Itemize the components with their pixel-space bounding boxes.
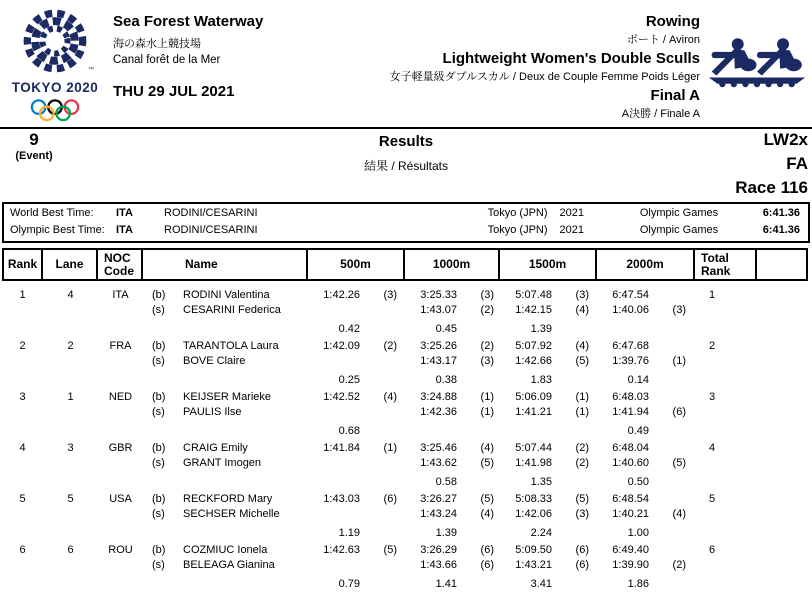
- bow-line: [152, 441, 308, 456]
- split-rank: (5): [575, 493, 589, 505]
- stroke-line: [152, 558, 308, 573]
- crew-cell: [143, 390, 308, 439]
- split-rank: (6): [480, 544, 494, 556]
- split-time: 5:07.92: [515, 340, 552, 352]
- venue-name: Sea Forest Waterway: [113, 13, 264, 30]
- split-500m-cell: [308, 492, 405, 541]
- phase-name-translated: A決勝 / Finale A: [621, 108, 700, 120]
- split-2000m-cell: [597, 288, 695, 337]
- split-diff: 1.41: [435, 578, 457, 590]
- venue-block: [113, 13, 263, 100]
- stroke-line: [152, 456, 308, 471]
- bow-name: TARANTOLA Laura: [183, 340, 279, 352]
- lap-time: 1:41.98: [515, 457, 552, 469]
- lap-time: 1:40.06: [612, 304, 649, 316]
- sport-name: Rowing: [645, 13, 700, 30]
- split-500m-cell: [308, 390, 405, 439]
- crew-cell: [143, 492, 308, 541]
- bow-name: COZMIUC Ionela: [183, 544, 268, 556]
- split-diff: 2.24: [530, 527, 552, 539]
- crew-cell: [143, 288, 308, 337]
- lap-time: 1:42.36: [420, 406, 457, 418]
- session-date: THU 29 JUL 2021: [113, 83, 235, 100]
- split-time: 5:09.50: [515, 544, 552, 556]
- stroke-seat-label: (s): [152, 355, 165, 367]
- event-name: Lightweight Women's Double Sculls: [442, 50, 700, 67]
- boat-class-code: LW2x: [763, 130, 808, 149]
- empty-cell: [757, 390, 808, 439]
- split-time: 6:49.40: [612, 544, 649, 556]
- lap-time: 1:43.07: [420, 304, 457, 316]
- sport-name-translated: ボート / Aviron: [626, 34, 700, 46]
- split-time: 3:26.27: [420, 493, 457, 505]
- split-rank: (4): [575, 340, 589, 352]
- split-diff: 1.39: [530, 323, 552, 335]
- stroke-line: [152, 507, 308, 522]
- venue-name-french: Canal forêt de la Mer: [113, 54, 221, 66]
- split-time: 3:26.29: [420, 544, 457, 556]
- split-diff: 0.38: [435, 374, 457, 386]
- noc-cell: GBR: [108, 442, 133, 454]
- best-time-value: 6:41.36: [762, 207, 800, 219]
- split-rank: (3): [383, 289, 397, 301]
- rowing-pictogram-icon: [708, 36, 806, 90]
- split-1500m-cell: [500, 492, 597, 541]
- split-time: 5:07.48: [515, 289, 552, 301]
- lap-time: 1:42.66: [515, 355, 552, 367]
- event-block: [390, 13, 700, 121]
- split-2000m-cell: [597, 441, 695, 490]
- lap-rank: (6): [480, 559, 494, 571]
- lap-time: 1:40.21: [612, 508, 649, 520]
- split-diff: 1.00: [627, 527, 649, 539]
- split-time: 1:42.52: [323, 391, 360, 403]
- lap-rank: (1): [672, 355, 686, 367]
- stroke-name: GRANT Imogen: [183, 457, 262, 469]
- split-diff: 0.68: [338, 425, 360, 437]
- stroke-line: [152, 354, 308, 369]
- split-rank: (5): [383, 544, 397, 556]
- split-rank: (1): [383, 442, 397, 454]
- col-header-2000m: 2000m: [597, 248, 695, 281]
- split-diff: 0.49: [627, 425, 649, 437]
- col-header-noc-line1: NOC: [104, 251, 131, 265]
- tokyo2020-wordmark: TOKYO 2020: [11, 80, 99, 95]
- split-time: 5:06.09: [515, 391, 552, 403]
- stroke-name: BELEAGA Gianina: [183, 559, 275, 571]
- lap-rank: (3): [672, 304, 686, 316]
- col-header-noc-code: [98, 248, 143, 281]
- stroke-name: PAULIS Ilse: [183, 406, 242, 418]
- lane-cell: 4: [67, 289, 74, 301]
- total-rank-cell: 4: [709, 442, 716, 454]
- lap-rank: (5): [480, 457, 494, 469]
- bow-line: [152, 543, 308, 558]
- header-divider: [0, 127, 812, 129]
- bow-line: [152, 492, 308, 507]
- stroke-line: [152, 405, 308, 420]
- tokyo2020-emblem-icon: [22, 8, 88, 74]
- rank-cell: 5: [19, 493, 26, 505]
- best-time-competition: Olympic Games: [639, 224, 719, 236]
- bow-seat-label: (b): [152, 391, 166, 403]
- best-time-label: World Best Time:: [10, 207, 94, 219]
- stroke-seat-label: (s): [152, 457, 165, 469]
- split-diff: 1.86: [627, 578, 649, 590]
- split-2000m-cell: [597, 390, 695, 439]
- lap-time: 1:41.94: [612, 406, 649, 418]
- stroke-name: CESARINI Federica: [183, 304, 281, 316]
- rank-cell: 4: [19, 442, 26, 454]
- bow-name: KEIJSER Marieke: [183, 391, 272, 403]
- stroke-seat-label: (s): [152, 508, 165, 520]
- lap-time: 1:41.21: [515, 406, 552, 418]
- bow-name: RODINI Valentina: [183, 289, 270, 301]
- col-header-rank: Rank: [2, 248, 43, 281]
- stroke-seat-label: (s): [152, 406, 165, 418]
- olympic-best-time-row: [10, 222, 800, 239]
- result-row: [2, 543, 808, 592]
- best-time-competition: Olympic Games: [639, 207, 719, 219]
- best-time-value: 6:41.36: [762, 224, 800, 236]
- lap-time: 1:40.60: [612, 457, 649, 469]
- split-diff: 0.58: [435, 476, 457, 488]
- col-header-empty: [757, 248, 808, 281]
- bow-seat-label: (b): [152, 544, 166, 556]
- split-diff: 0.42: [338, 323, 360, 335]
- result-row: [2, 339, 808, 388]
- rank-cell: 1: [19, 289, 26, 301]
- lap-time: 1:43.66: [420, 559, 457, 571]
- result-row: [2, 492, 808, 541]
- empty-cell: [757, 441, 808, 490]
- split-rank: (6): [383, 493, 397, 505]
- split-1000m-cell: [405, 543, 500, 592]
- document-title-translated: 結果 / Résultats: [363, 159, 449, 173]
- rank-cell: 6: [19, 544, 26, 556]
- split-time: 3:25.26: [420, 340, 457, 352]
- best-time-noc: ITA: [116, 224, 133, 236]
- bow-seat-label: (b): [152, 289, 166, 301]
- split-time: 1:42.09: [323, 340, 360, 352]
- stroke-line: [152, 303, 308, 318]
- split-time: 6:48.04: [612, 442, 649, 454]
- split-rank: (1): [575, 391, 589, 403]
- lap-time: 1:39.76: [612, 355, 649, 367]
- world-best-time-row: [10, 205, 800, 222]
- race-id-block: [735, 128, 808, 200]
- noc-cell: ROU: [108, 544, 133, 556]
- lap-rank: (2): [480, 304, 494, 316]
- split-1000m-cell: [405, 492, 500, 541]
- split-time: 1:42.26: [323, 289, 360, 301]
- col-header-total-rank: [695, 248, 757, 281]
- bow-line: [152, 339, 308, 354]
- best-time-year: 2021: [559, 207, 584, 219]
- lane-cell: 1: [67, 391, 74, 403]
- empty-cell: [757, 288, 808, 337]
- bow-seat-label: (b): [152, 442, 166, 454]
- total-rank-cell: 2: [709, 340, 716, 352]
- split-rank: (1): [480, 391, 494, 403]
- split-time: 5:08.33: [515, 493, 552, 505]
- split-1500m-cell: [500, 441, 597, 490]
- col-header-noc-line2: Code: [104, 263, 134, 278]
- split-1000m-cell: [405, 441, 500, 490]
- rank-cell: 3: [19, 391, 26, 403]
- split-time: 6:47.68: [612, 340, 649, 352]
- split-time: 6:47.54: [612, 289, 649, 301]
- split-rank: (2): [383, 340, 397, 352]
- split-time: 5:07.44: [515, 442, 552, 454]
- split-time: 1:42.63: [323, 544, 360, 556]
- split-1500m-cell: [500, 543, 597, 592]
- lap-rank: (4): [575, 304, 589, 316]
- lap-rank: (3): [575, 508, 589, 520]
- col-header-total-line2: Rank: [701, 263, 731, 278]
- event-number-label: (Event): [15, 150, 53, 162]
- lap-rank: (6): [672, 406, 686, 418]
- best-time-location: Tokyo (JPN): [487, 207, 548, 219]
- split-500m-cell: [308, 339, 405, 388]
- empty-cell: [757, 492, 808, 541]
- split-rank: (4): [383, 391, 397, 403]
- lap-rank: (3): [480, 355, 494, 367]
- split-diff: 0.45: [435, 323, 457, 335]
- total-rank-cell: 1: [709, 289, 716, 301]
- empty-cell: [757, 543, 808, 592]
- col-header-name: Name: [143, 248, 308, 281]
- results-table-body: [2, 288, 808, 594]
- total-rank-cell: 6: [709, 544, 716, 556]
- col-header-1500m: 1500m: [500, 248, 597, 281]
- crew-cell: [143, 543, 308, 592]
- results-table-header: [2, 248, 808, 281]
- split-rank: (2): [575, 442, 589, 454]
- rank-cell: 2: [19, 340, 26, 352]
- split-diff: 3.41: [530, 578, 552, 590]
- split-time: 3:25.33: [420, 289, 457, 301]
- split-diff: 1.35: [530, 476, 552, 488]
- phase-code: FA: [786, 154, 808, 173]
- lap-rank: (5): [672, 457, 686, 469]
- total-rank-cell: 3: [709, 391, 716, 403]
- split-time: 3:25.46: [420, 442, 457, 454]
- noc-cell: USA: [109, 493, 132, 505]
- document-title: Results: [378, 133, 434, 150]
- lap-rank: (4): [672, 508, 686, 520]
- olympic-rings-icon: [29, 97, 81, 124]
- split-1000m-cell: [405, 288, 500, 337]
- split-2000m-cell: [597, 339, 695, 388]
- best-time-crew: RODINI/CESARINI: [164, 207, 258, 219]
- result-row: [2, 288, 808, 337]
- split-time: 1:43.03: [323, 493, 360, 505]
- empty-cell: [757, 339, 808, 388]
- split-500m-cell: [308, 441, 405, 490]
- split-2000m-cell: [597, 492, 695, 541]
- bow-line: [152, 288, 308, 303]
- split-time: 6:48.03: [612, 391, 649, 403]
- split-1000m-cell: [405, 339, 500, 388]
- event-name-translated: 女子軽量級ダブルスカル / Deux de Couple Femme Poids Léger: [389, 71, 700, 83]
- col-header-1000m: 1000m: [405, 248, 500, 281]
- crew-cell: [143, 441, 308, 490]
- split-time: 3:24.88: [420, 391, 457, 403]
- col-header-total-line1: Total: [701, 251, 729, 265]
- bow-line: [152, 390, 308, 405]
- race-number: Race 116: [735, 178, 808, 197]
- stroke-name: SECHSER Michelle: [183, 508, 280, 520]
- lap-time: 1:43.62: [420, 457, 457, 469]
- lap-time: 1:42.06: [515, 508, 552, 520]
- tokyo2020-logo: [4, 8, 106, 129]
- stroke-seat-label: (s): [152, 304, 165, 316]
- document-title-block: [0, 130, 812, 174]
- split-rank: (2): [480, 340, 494, 352]
- lap-time: 1:43.21: [515, 559, 552, 571]
- total-rank-cell: 5: [709, 493, 716, 505]
- split-rank: (3): [575, 289, 589, 301]
- noc-cell: NED: [108, 391, 133, 403]
- lane-cell: 5: [67, 493, 74, 505]
- bow-seat-label: (b): [152, 340, 166, 352]
- lap-rank: (2): [575, 457, 589, 469]
- best-times-box: [2, 202, 810, 243]
- split-rank: (5): [480, 493, 494, 505]
- lap-rank: (5): [575, 355, 589, 367]
- split-1000m-cell: [405, 390, 500, 439]
- best-time-noc: ITA: [116, 207, 133, 219]
- stroke-seat-label: (s): [152, 559, 165, 571]
- bow-seat-label: (b): [152, 493, 166, 505]
- lap-rank: (4): [480, 508, 494, 520]
- best-time-crew: RODINI/CESARINI: [164, 224, 258, 236]
- split-1500m-cell: [500, 339, 597, 388]
- venue-name-japanese: 海の森水上競技場: [113, 38, 201, 50]
- best-time-location: Tokyo (JPN): [487, 224, 548, 236]
- split-rank: (3): [480, 289, 494, 301]
- lane-cell: 6: [67, 544, 74, 556]
- split-diff: 0.14: [627, 374, 649, 386]
- split-diff: 1.39: [435, 527, 457, 539]
- split-diff: 0.79: [338, 578, 360, 590]
- noc-cell: FRA: [109, 340, 132, 352]
- lap-time: 1:39.90: [612, 559, 649, 571]
- best-time-year: 2021: [559, 224, 584, 236]
- trademark-symbol: ™: [88, 67, 94, 73]
- lane-cell: 2: [67, 340, 74, 352]
- split-diff: 1.83: [530, 374, 552, 386]
- split-time: 1:41.84: [323, 442, 360, 454]
- lap-time: 1:43.17: [420, 355, 457, 367]
- bow-name: RECKFORD Mary: [183, 493, 273, 505]
- lap-time: 1:43.24: [420, 508, 457, 520]
- lap-rank: (2): [672, 559, 686, 571]
- split-500m-cell: [308, 288, 405, 337]
- result-row: [2, 390, 808, 439]
- split-rank: (6): [575, 544, 589, 556]
- split-time: 6:48.54: [612, 493, 649, 505]
- split-diff: 0.25: [338, 374, 360, 386]
- split-1500m-cell: [500, 390, 597, 439]
- stroke-name: BOVE Claire: [183, 355, 246, 367]
- col-header-500m: 500m: [308, 248, 405, 281]
- phase-name: Final A: [650, 87, 700, 104]
- lap-rank: (6): [575, 559, 589, 571]
- split-diff: 1.19: [338, 527, 360, 539]
- noc-cell: ITA: [112, 289, 129, 301]
- split-2000m-cell: [597, 543, 695, 592]
- split-diff: 0.50: [627, 476, 649, 488]
- event-number: 9: [29, 130, 39, 149]
- lane-cell: 3: [67, 442, 74, 454]
- lap-rank: (1): [575, 406, 589, 418]
- split-1500m-cell: [500, 288, 597, 337]
- lap-time: 1:42.15: [515, 304, 552, 316]
- best-time-label: Olympic Best Time:: [10, 224, 105, 236]
- col-header-lane: Lane: [43, 248, 98, 281]
- crew-cell: [143, 339, 308, 388]
- result-row: [2, 441, 808, 490]
- lap-rank: (1): [480, 406, 494, 418]
- bow-name: CRAIG Emily: [183, 442, 248, 454]
- split-rank: (4): [480, 442, 494, 454]
- split-500m-cell: [308, 543, 405, 592]
